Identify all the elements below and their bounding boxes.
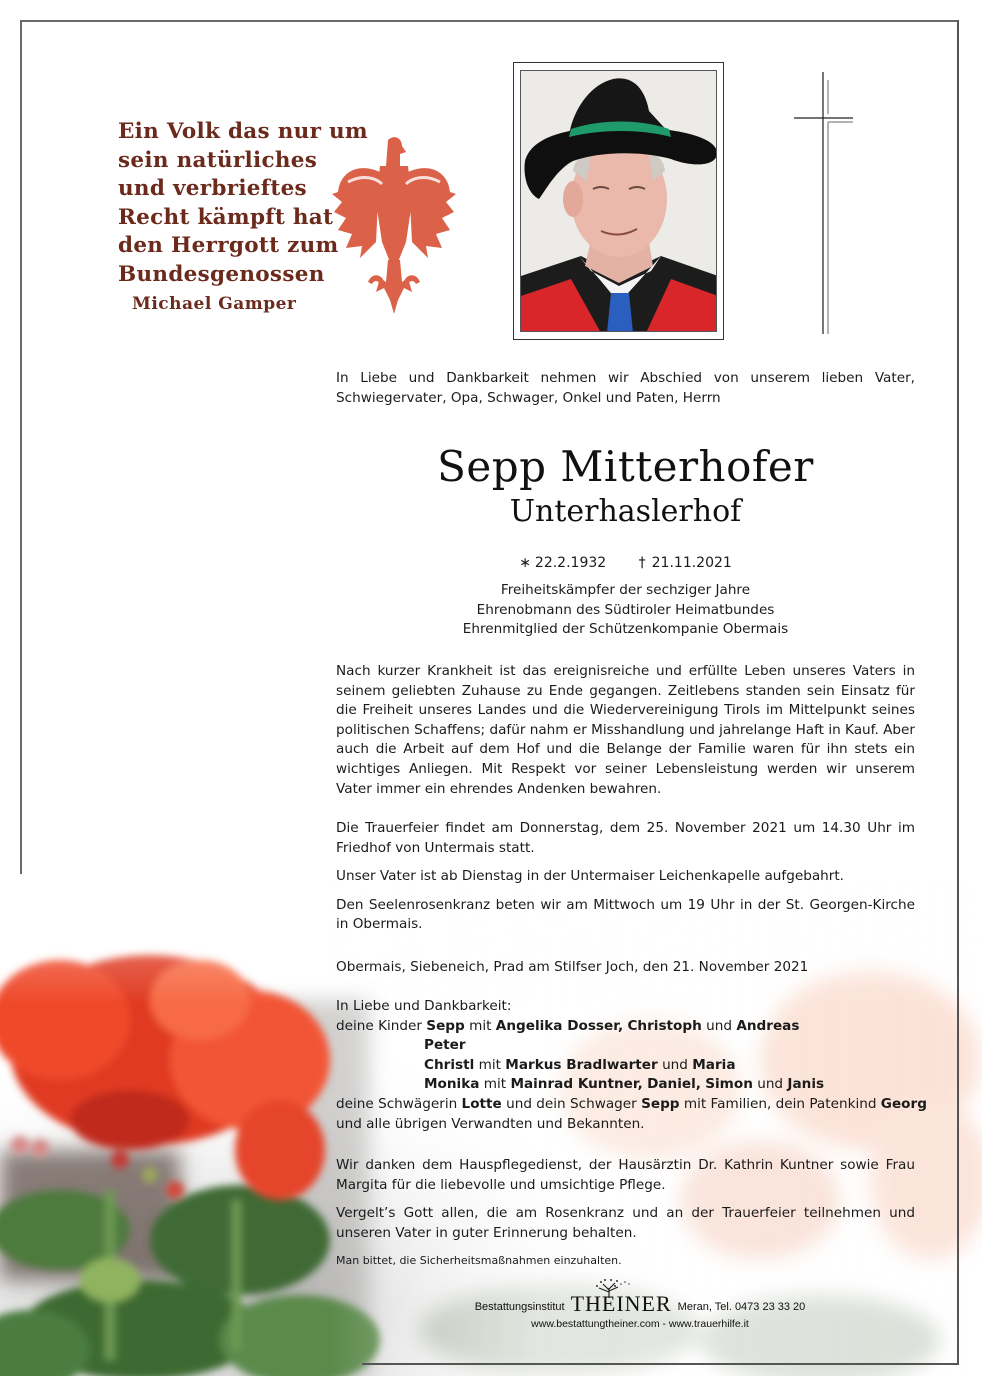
honor-item: Freiheitskämpfer der sechziger Jahre — [500, 582, 751, 598]
family-child-christl: Christl mit Markus Bradlwarter und Maria — [424, 1056, 736, 1073]
funeral-home-footer — [440, 1292, 840, 1331]
laid-out-info: Unser Vater ist ab Dienstag in der Untermaiser Leichenkapelle aufgebahrt. — [336, 868, 845, 885]
motto-line: sein natürliches — [118, 147, 318, 173]
family-child-peter: Peter — [424, 1037, 466, 1054]
motto-block — [110, 112, 470, 327]
funeral-info — [336, 819, 915, 944]
biography-text: Nach kurzer Krankheit ist das ereignisreiche und erfüllte Leben unseres Vaters in seinem geliebten Zuhause zu Ende gegangen. Zeitlebens standen sein Einsatz für die Freiheit unseres Landes und die Wiedervereinigung Tirols im Mittelpunkt seines politischen Schaffens; dafür nahm er Misshandlung und jahrelange Haft in Kauf. Aber auch die Arbeit auf dem Hof und die Belange der Familie waren für ihn stets ein wichtiges Anliegen. Mit Respekt vor seiner Lebensleistung werden wir unserem Vater immer ein ehrendes Andenken bewahren. — [336, 663, 915, 797]
thanks-care: Wir danken dem Hauspflegedienst, der Hausärztin Dr. Kathrin Kuntner sowie Frau Margita für die liebevolle und umsichtige Pflege. — [336, 1157, 915, 1193]
honor-item: Ehrenobmann des Südtiroler Heimatbundes — [476, 601, 775, 618]
family-child-sepp: deine Kinder Sepp mit Angelika Dosser, Christoph und Andreas — [336, 1017, 800, 1034]
funeral-ceremony: Die Trauerfeier findet am Donnerstag, dem 25. November 2021 um 14.30 Uhr im Friedhof von Untermais statt. — [336, 820, 915, 856]
motto-line: Ein Volk das nur um — [118, 119, 368, 144]
intro-text: In Liebe und Dankbarkeit nehmen wir Abschied von unserem lieben Vater, Schwiegervater, Opa, Schwager, Onkel und Paten, Herrn — [336, 370, 915, 406]
death-cross-icon: † — [638, 555, 646, 571]
thanks-block — [336, 1156, 915, 1252]
family-child-monika: Monika mit Mainrad Kuntner, Daniel, Simon und Janis — [424, 1076, 825, 1093]
tyrolean-eagle-icon — [328, 132, 458, 317]
man-with-hat-portrait-icon — [521, 71, 717, 332]
tree-logo-icon — [591, 1278, 631, 1298]
motto-line: den Herrgott zum — [118, 233, 339, 258]
motto-author: Michael Gamper — [132, 294, 297, 314]
birth-star-icon: ∗ — [519, 555, 531, 571]
deceased-name: Sepp Mitterhofer — [437, 442, 814, 491]
frame-border-left — [20, 20, 22, 874]
footer-contact: Meran, Tel. 0473 23 33 20 — [677, 1301, 806, 1313]
rosary-info: Den Seelenrosenkranz beten wir am Mittwoch um 19 Uhr in der St. Georgen-Kirche in Obermais. — [336, 896, 915, 933]
portrait-photo — [520, 70, 717, 332]
family-heading: In Liebe und Dankbarkeit: — [336, 998, 512, 1014]
honor-item: Ehrenmitglied der Schützenkompanie Obermais — [462, 621, 789, 638]
thanks-vergelts: Vergelt’s Gott allen, die am Rosenkranz und an der Trauerfeier teilnehmen und unseren Vater in guter Erinnerung behalten. — [336, 1205, 915, 1241]
safety-note: Man bittet, die Sicherheitsmaßnahmen einzuhalten. — [336, 1254, 622, 1267]
honors-list — [336, 581, 915, 640]
death-date: † 21.11.2021 — [638, 555, 732, 571]
place-date: Obermais, Siebeneich, Prad am Stilfser Joch, den 21. November 2021 — [336, 959, 809, 975]
life-dates — [336, 553, 915, 573]
deceased-farm: Unterhaslerhof — [509, 494, 742, 529]
theiner-logo: THEINER — [571, 1292, 672, 1316]
footer-websites[interactable]: www.bestattungtheiner.com - www.trauerhilfe.it — [531, 1318, 749, 1330]
frame-border-top — [20, 20, 959, 22]
portrait-frame — [513, 62, 724, 340]
motto-line: Recht kämpft hat — [118, 204, 334, 230]
frame-border-right — [957, 20, 959, 1365]
birth-date: ∗ 22.2.1932 — [519, 555, 607, 571]
family-inlaws: deine Schwägerin Lotte und dein Schwager Sepp mit Familien, dein Patenkind Georg — [336, 1095, 927, 1112]
motto-line: Bundesgenossen — [118, 261, 325, 287]
family-list — [336, 997, 936, 1134]
motto-line: und verbrieftes — [118, 176, 307, 201]
footer-institute: Bestattungsinstitut — [474, 1301, 565, 1313]
cross-icon — [790, 68, 860, 338]
family-others: und alle übrigen Verwandten und Bekannten. — [336, 1115, 645, 1132]
frame-border-bottom — [362, 1363, 959, 1365]
